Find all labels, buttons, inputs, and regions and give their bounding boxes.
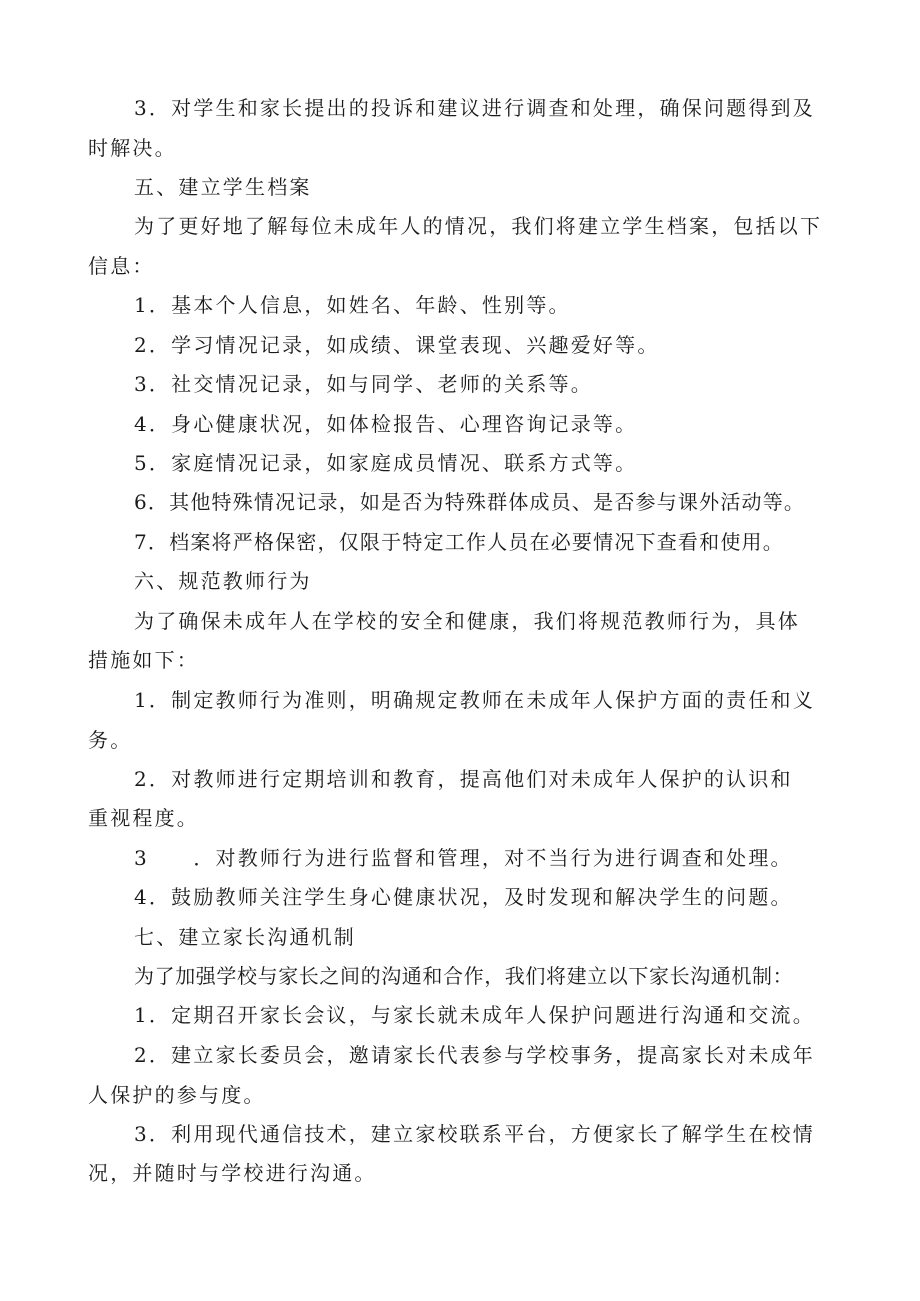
paragraph-line: 措施如下：: [88, 648, 199, 672]
list-item: 3．利用现代通信技术，建立家校联系平台，方便家长了解学生在校情: [134, 1122, 815, 1146]
list-item: 2．学习情况记录，如成绩、课堂表现、兴趣爱好等。: [134, 333, 660, 357]
list-item: 4．身心健康状况，如体检报告、心理咨询记录等。: [134, 412, 638, 436]
paragraph-line: 为了加强学校与家长之间的沟通和合作，我们将建立以下家长沟通机制：: [134, 964, 794, 988]
list-item: 2．对教师进行定期培训和教育，提高他们对未成年人保护的认识和: [134, 767, 793, 791]
list-item: 1．制定教师行为准则，明确规定教师在未成年人保护方面的责任和义: [134, 688, 815, 712]
list-item: 3．社交情况记录，如与同学、老师的关系等。: [134, 372, 593, 396]
list-item: 1．定期召开家长会议，与家长就未成年人保护问题进行沟通和交流。: [134, 1003, 815, 1027]
paragraph-line: 3．对学生和家长提出的投诉和建议进行调查和处理，确保问题得到及: [134, 96, 815, 120]
paragraph-line: 务。: [88, 728, 133, 752]
section-heading: 七、建立家长沟通机制: [134, 925, 356, 949]
paragraph-line: 为了确保未成年人在学校的安全和健康，我们将规范教师行为，具体: [134, 609, 800, 633]
paragraph-line: 信息：: [88, 254, 155, 278]
list-item: 2．建立家长委员会，邀请家长代表参与学校事务，提高家长对未成年: [134, 1043, 815, 1067]
paragraph-line: 人保护的参与度。: [88, 1083, 266, 1107]
list-item: 4．鼓励教师关注学生身心健康状况，及时发现和解决学生的问题。: [134, 885, 793, 909]
list-item: 6．其他特殊情况记录，如是否为特殊群体成员、是否参与课外活动等。: [134, 490, 806, 514]
list-item: 1．基本个人信息，如姓名、年龄、性别等。: [134, 293, 571, 317]
section-heading: 五、建立学生档案: [134, 175, 312, 199]
list-item: 7．档案将严格保密，仅限于特定工作人员在必要情况下查看和使用。: [134, 530, 784, 554]
paragraph-line: 重视程度。: [88, 806, 199, 830]
section-heading: 六、规范教师行为: [134, 569, 312, 593]
paragraph-line: 为了更好地了解每位未成年人的情况，我们将建立学生档案，包括以下: [134, 214, 823, 238]
list-item: 3 ．对教师行为进行监督和管理，对不当行为进行调查和处理。: [134, 846, 793, 870]
list-item: 5．家庭情况记录，如家庭成员情况、联系方式等。: [134, 451, 638, 475]
paragraph-line: 时解决。: [88, 136, 177, 160]
paragraph-line: 况，并随时与学校进行沟通。: [88, 1161, 377, 1185]
